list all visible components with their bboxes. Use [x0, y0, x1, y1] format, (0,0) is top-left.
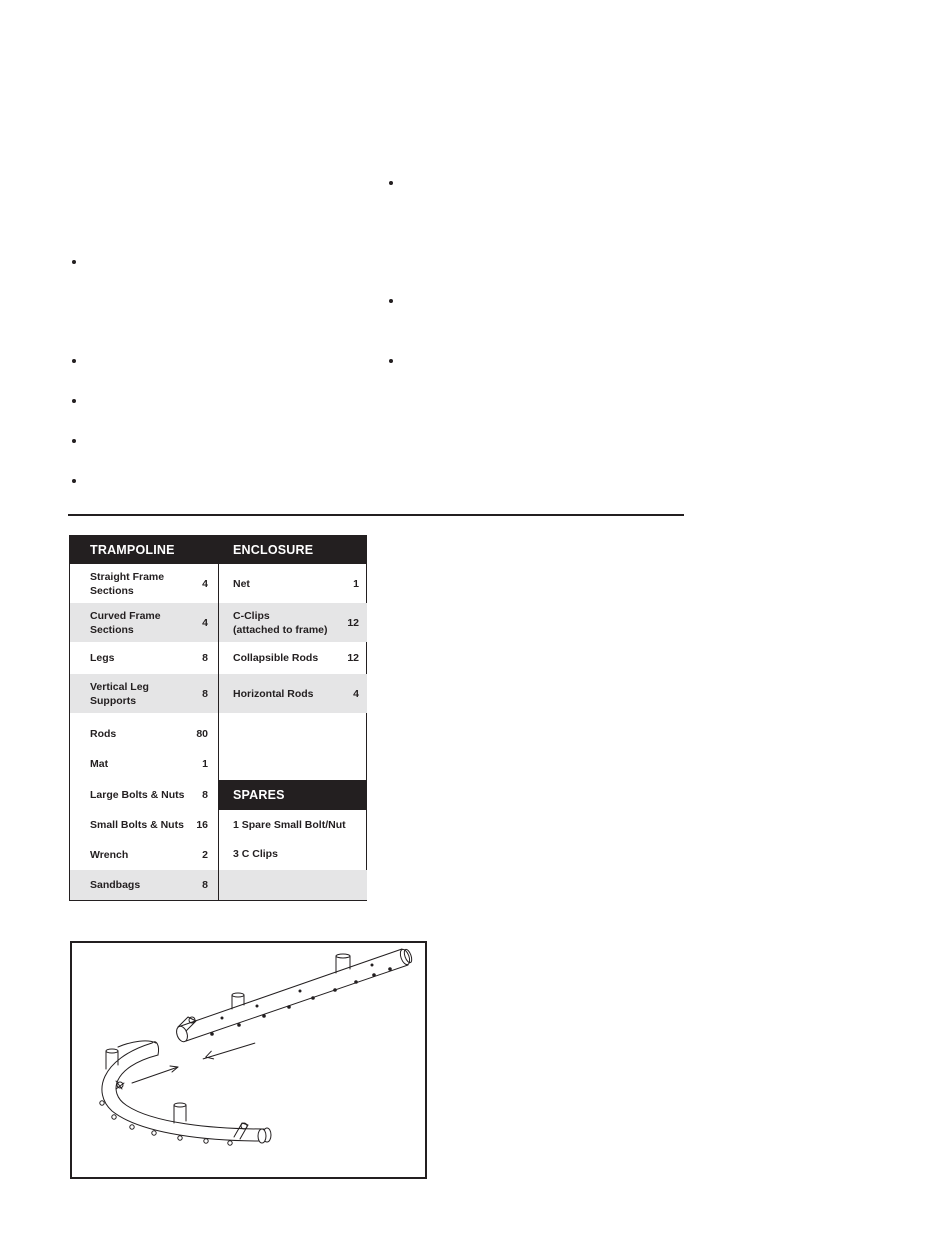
table-row: [70, 642, 218, 674]
parts-table: [69, 535, 367, 901]
part-name: Straight Frame Sections: [90, 570, 165, 597]
bullet-marker: [72, 399, 76, 403]
table-row: [219, 840, 367, 868]
table-row: [219, 564, 367, 603]
bullet-marker: [72, 439, 76, 443]
table-row: [70, 810, 218, 840]
column-divider: [218, 536, 219, 900]
part-quantity: 1: [202, 758, 208, 770]
table-row: [219, 810, 367, 840]
table-row: [219, 642, 367, 674]
part-quantity: 12: [347, 652, 359, 664]
part-quantity: 1: [353, 577, 359, 590]
part-quantity: 16: [196, 819, 208, 831]
part-name: Sandbags: [90, 879, 141, 891]
part-name: Collapsible Rods: [233, 652, 319, 664]
part-quantity: 2: [202, 849, 208, 861]
table-row: [70, 780, 218, 810]
table-row: [70, 603, 218, 642]
trampoline-header: TRAMPOLINE: [70, 536, 219, 564]
part-name: 1 Spare Small Bolt/Nut: [233, 819, 346, 831]
enclosure-header: ENCLOSURE: [218, 536, 367, 564]
bullet-marker: [72, 479, 76, 483]
part-name: C-Clips (attached to frame): [233, 609, 328, 636]
bullet-marker: [389, 181, 393, 185]
table-row: [70, 564, 218, 603]
bullet-marker: [389, 299, 393, 303]
bullet-marker: [72, 260, 76, 264]
table-row: [219, 603, 367, 642]
part-quantity: 4: [353, 687, 359, 700]
table-row: [70, 749, 218, 779]
part-name: Mat: [90, 758, 109, 770]
part-quantity: 4: [202, 616, 208, 629]
bullet-marker: [72, 359, 76, 363]
part-name: Horizontal Rods: [233, 687, 314, 700]
table-row: [70, 840, 218, 870]
table-row: [219, 674, 367, 713]
table-row: [70, 870, 218, 900]
part-quantity: 80: [196, 728, 208, 740]
part-name: Legs: [90, 652, 115, 664]
part-name: Rods: [90, 728, 117, 740]
part-name: 3 C Clips: [233, 848, 278, 860]
part-quantity: 12: [347, 616, 359, 629]
spares-header: SPARES: [219, 780, 367, 810]
part-name: Net: [233, 577, 250, 590]
part-name: Curved Frame Sections: [90, 609, 161, 636]
part-quantity: 8: [202, 687, 208, 700]
table-row: [219, 870, 367, 900]
part-quantity: 8: [202, 789, 208, 801]
part-name: Wrench: [90, 849, 129, 861]
part-quantity: 8: [202, 879, 208, 891]
frame-assembly-figure: [70, 941, 427, 1179]
bullet-marker: [389, 359, 393, 363]
frame-assembly-illustration: [72, 943, 425, 1177]
part-name: Large Bolts & Nuts: [90, 789, 185, 801]
table-row: [70, 719, 218, 749]
table-row: [70, 674, 218, 713]
section-divider: [68, 514, 684, 516]
part-name: Small Bolts & Nuts: [90, 819, 184, 831]
part-name: Vertical Leg Supports: [90, 680, 149, 707]
part-quantity: 4: [202, 577, 208, 590]
part-quantity: 8: [202, 652, 208, 664]
